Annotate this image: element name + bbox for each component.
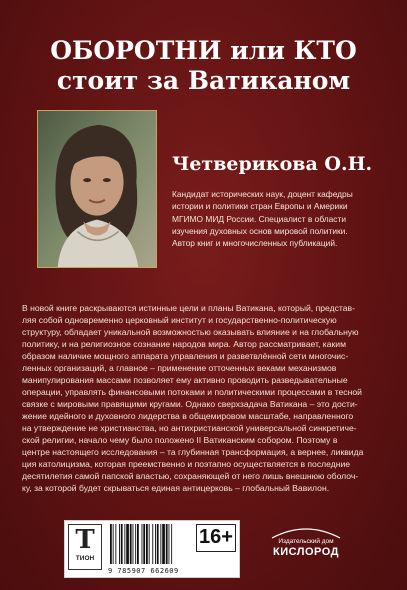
description-line: образом наличие мощного аппарата управления и разветвлённой сети многочис- <box>22 351 349 361</box>
description-line: связке с мировыми правящими кругами. Однако сверхзадача Ватикана – это дости- <box>22 399 358 409</box>
book-description <box>22 302 386 494</box>
description-line: операции, управлять финансовыми потоками и политическими процессами в тесной <box>22 387 362 397</box>
barcode-bar <box>162 524 165 564</box>
barcode-bar <box>146 524 148 564</box>
barcode-bar <box>152 524 153 564</box>
kislorod-logo-icon <box>262 524 350 540</box>
description-line: ку, за которой будет скрываться единая антицерковь – глобальный Вавилон. <box>22 483 330 493</box>
bio-line: истории и политики стран Европы и Америки <box>172 201 348 212</box>
publisher-name: КИСЛОРОД <box>272 546 339 558</box>
book-title-line2: стоит за Ватиканом <box>56 66 351 95</box>
barcode-bar <box>110 524 112 564</box>
author-bio <box>172 188 376 249</box>
barcode-bar <box>137 524 139 564</box>
description-line: В новой книге раскрываются истинные цели и планы Ватикана, который, представ- <box>22 303 355 313</box>
age-rating-badge: 16+ <box>196 524 236 552</box>
barcode-bar <box>119 524 120 564</box>
barcode-bar <box>155 524 156 564</box>
barcode-bar <box>149 524 150 564</box>
publisher-block <box>262 538 350 559</box>
barcode-bar <box>115 524 116 564</box>
barcode-bar <box>124 524 125 564</box>
barcode-bar <box>133 524 134 564</box>
description-line: центре настоящего исследования – та глубинная трансформация, а вернее, ликвида <box>22 447 364 457</box>
description-line: жение идейного и духовного лидерства в общемировом масштабе, направленного <box>22 411 354 421</box>
barcode-bar <box>121 524 123 564</box>
description-line: ской религии, начало чему было положено II Ватиканским собором. Поэтому в <box>22 435 338 445</box>
description-line: ленных организаций, а главное – применение отточенных веками механизмов <box>22 363 337 373</box>
barcode-bar <box>130 524 132 564</box>
barcode-bar <box>113 524 114 564</box>
description-line: десятилетия самой папской властью, сохраняющей от него лишь внешнюю оболоч- <box>22 471 359 481</box>
tion-logo-name: ТИОН <box>75 555 95 562</box>
bio-line: Кандидат исторических наук, доцент кафедры <box>172 189 353 199</box>
description-line: ция католицизма, которая преемственно и поэтапно осуществляется в последние <box>22 459 351 469</box>
barcode-bar <box>171 524 172 564</box>
barcode-bar <box>143 524 145 564</box>
barcode-bar <box>166 524 168 564</box>
barcode-bar <box>169 524 170 564</box>
book-title-line1: ОБОРОТНИ или КТО <box>50 36 357 65</box>
author-name: Четверикова О.Н. <box>172 153 373 175</box>
bio-line: МГИМО МИД России. Специалист в области <box>172 213 346 224</box>
tion-logo-letter: Т <box>75 525 95 555</box>
author-portrait <box>37 110 157 268</box>
barcode-bar <box>135 524 136 564</box>
barcode-bar <box>160 524 161 564</box>
description-line: политику, и на религиозное сознание народов мира. Автор рассматривает, каким <box>22 339 347 349</box>
barcode-bar <box>157 524 159 564</box>
tion-logo-icon <box>68 524 102 570</box>
portrait-photo-icon <box>38 111 156 267</box>
description-line: ляя собой одновременно церковный институт и государственно-политическую <box>22 315 337 325</box>
publisher-house: Издательский дом <box>278 538 334 545</box>
description-line: структуру, обладает уникальной возможностью оказывать влияние и на глобальную <box>22 327 359 337</box>
isbn-number: 9 785907 662609 <box>108 567 179 575</box>
barcode-bar <box>142 524 143 564</box>
bio-line: изучения духовных основ мировой политики. <box>172 225 348 236</box>
barcode-bar <box>126 524 129 564</box>
description-line: на утверждение не христианства, но антихристианской универсальной синкретиче- <box>22 423 357 433</box>
description-line: манипулирования массами позволяет ему активно проводить разведывательные <box>22 375 348 385</box>
bio-line: Автор книг и многочисленных публикаций. <box>172 238 338 249</box>
